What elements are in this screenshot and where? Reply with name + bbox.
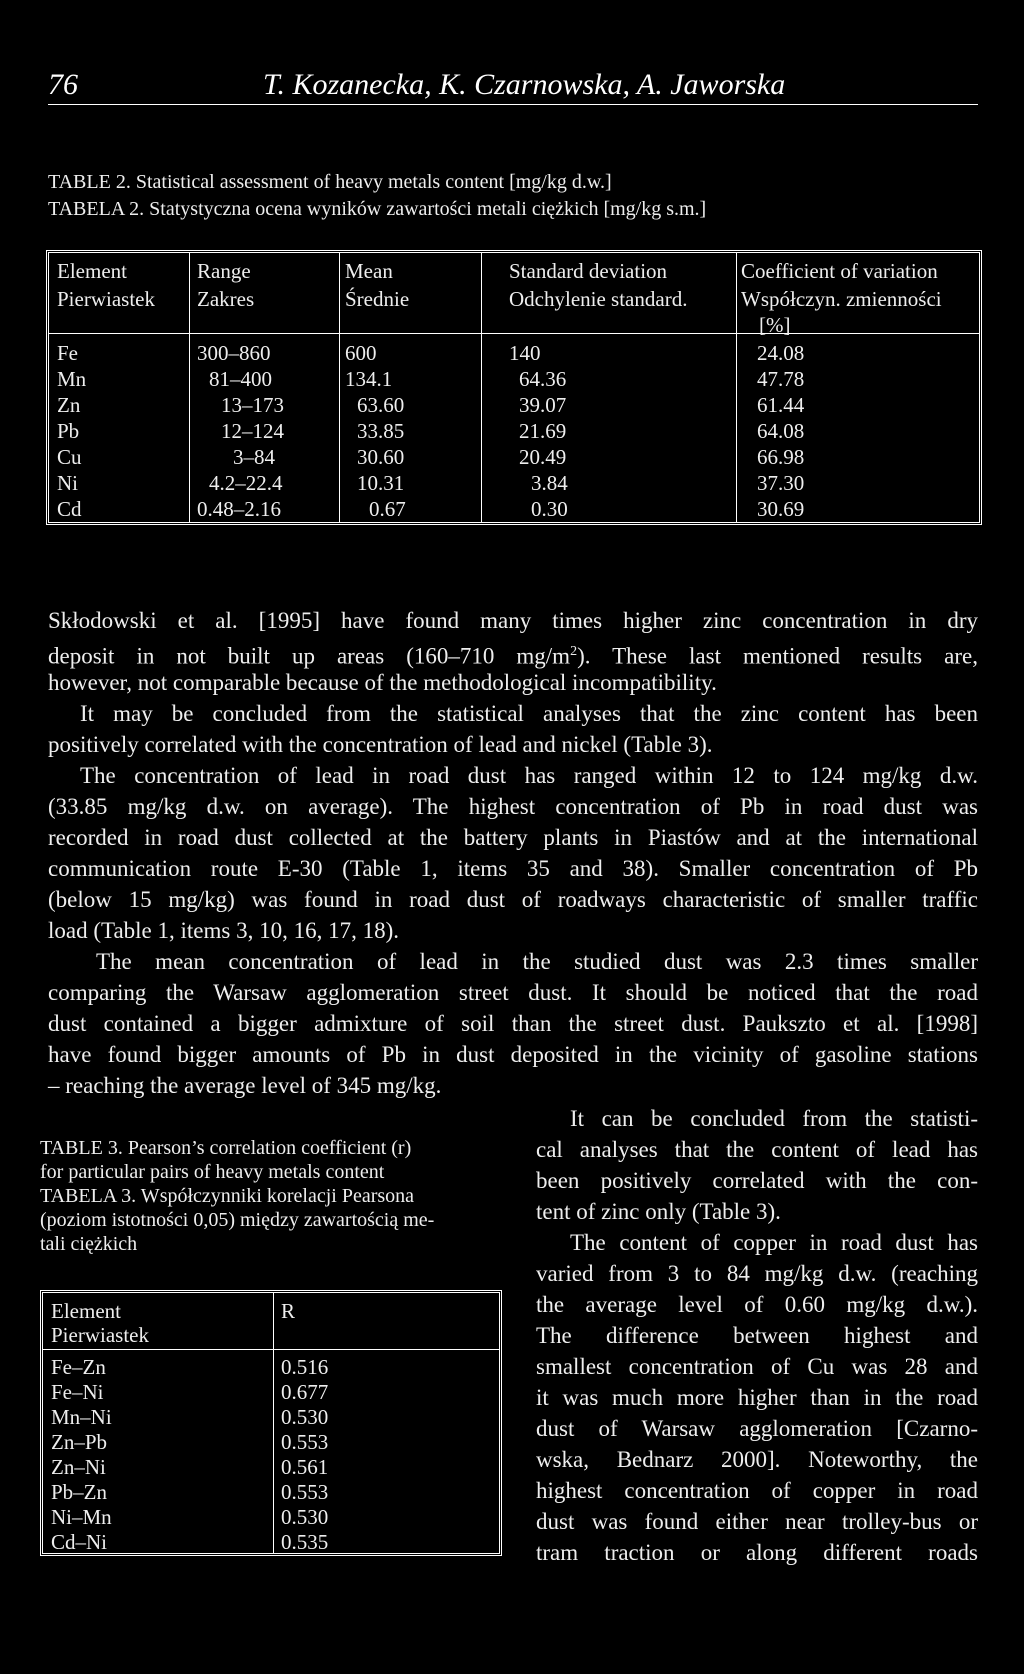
t2-cell: 64.36	[519, 367, 567, 391]
t2-header-cv-pl: Współczyn. zmienności	[741, 287, 942, 311]
right-line: It can be concluded from the statisti-	[570, 1106, 978, 1131]
t3-cell: 0.535	[281, 1530, 329, 1554]
superscript: 2	[570, 644, 578, 659]
p4-line2: comparing the Warsaw agglomeration street dust. It should be noticed that the road	[48, 980, 978, 1005]
table2-caption-en: TABLE 2. Statistical assessment of heavy metals content [mg/kg d.w.]	[48, 171, 612, 193]
t3-cell: Fe–Ni	[51, 1380, 104, 1404]
page-number: 76	[48, 68, 78, 101]
t2-cell: 4.2–22.4	[209, 471, 283, 495]
t2-cell: 600	[345, 341, 377, 365]
t2-header-sd-pl: Odchylenie standard.	[509, 287, 688, 311]
table3-caption-line: TABELA 3. Współczynniki korelacji Pearsona	[40, 1185, 415, 1207]
t2-cell: Pb	[57, 419, 80, 443]
running-header	[48, 62, 978, 105]
table3-caption-line: for particular pairs of heavy metals content	[40, 1161, 385, 1183]
table3-caption-line: tali ciężkich	[40, 1233, 138, 1255]
t3-header-r: R	[281, 1299, 296, 1323]
t2-header-element-pl: Pierwiastek	[57, 287, 155, 311]
t3-cell: 0.553	[281, 1480, 329, 1504]
p1-line3: however, not comparable because of the methodological incompatibility.	[48, 670, 717, 695]
t2-cell: 12–124	[221, 419, 284, 443]
t2-cell: Zn	[57, 393, 81, 417]
t3-cell: Zn–Pb	[51, 1430, 108, 1454]
t2-cell: 20.49	[519, 445, 567, 469]
t2-cell: 63.60	[357, 393, 405, 417]
t2-cell: 30.69	[757, 497, 805, 521]
t3-cell: Pb–Zn	[51, 1480, 108, 1504]
t3-cell: 0.561	[281, 1455, 329, 1479]
running-authors: T. Kozanecka, K. Czarnowska, A. Jaworska	[263, 68, 786, 101]
t2-header-sd: Standard deviation	[509, 259, 668, 283]
table2-caption-pl: TABELA 2. Statystyczna ocena wyników zawartości metali ciężkich [mg/kg s.m.]	[48, 198, 707, 220]
t2-header-cv-unit: [%]	[759, 313, 791, 337]
p3-line2: (33.85 mg/kg d.w. on average). The highest concentration of Pb in road dust was	[48, 794, 978, 819]
right-line: wska, Bednarz 2000]. Noteworthy, the	[536, 1447, 978, 1472]
p1-line2a: deposit in not built up areas (160–710 mg/m	[48, 643, 571, 669]
p1-line1: Skłodowski et al. [1995] have found many times higher zinc concentration in dry	[48, 608, 978, 633]
t2-cell: Cu	[57, 445, 82, 469]
t3-cell: Mn–Ni	[51, 1405, 112, 1429]
t2-header-cv: Coefficient of variation	[741, 259, 938, 283]
t2-cell: 134.1	[345, 367, 393, 391]
t2-cell: 37.30	[757, 471, 805, 495]
t3-cell: 0.530	[281, 1405, 329, 1429]
right-line: The difference between highest and	[536, 1323, 978, 1348]
t2-cell: 10.31	[357, 471, 405, 495]
right-line: highest concentration of copper in road	[536, 1478, 978, 1503]
t2-cell: 33.85	[357, 419, 405, 443]
t2-cell: 0.30	[531, 497, 568, 521]
t2-cell: 30.60	[357, 445, 405, 469]
p3-line5: (below 15 mg/kg) was found in road dust of roadways characteristic of smaller traffic	[48, 887, 978, 912]
t2-cell: 81–400	[209, 367, 272, 391]
right-line: smallest concentration of Cu was 28 and	[536, 1354, 978, 1379]
t2-cell: 24.08	[757, 341, 805, 365]
right-line: tent of zinc only (Table 3).	[536, 1199, 781, 1224]
t2-cell: 3.84	[531, 471, 568, 495]
table2	[46, 250, 982, 525]
table3-caption-line: (poziom istotności 0,05) między zawartością me-	[40, 1209, 435, 1231]
t3-cell: 0.530	[281, 1505, 329, 1529]
right-line: the average level of 0.60 mg/kg d.w.).	[536, 1292, 978, 1317]
t2-header-mean: Mean	[345, 259, 393, 283]
t2-cell: 140	[509, 341, 541, 365]
t2-cell: 47.78	[757, 367, 805, 391]
p4-line5: – reaching the average level of 345 mg/kg.	[48, 1073, 442, 1098]
t2-cell: 21.69	[519, 419, 567, 443]
right-line: been positively correlated with the con-	[536, 1168, 978, 1193]
t3-cell: Zn–Ni	[51, 1455, 106, 1479]
t2-cell: 300–860	[197, 341, 271, 365]
table3-caption-line: TABLE 3. Pearson’s correlation coefficient (r)	[40, 1137, 412, 1159]
t3-cell: Ni–Mn	[51, 1505, 112, 1529]
right-line: dust of Warsaw agglomeration [Czarno-	[536, 1416, 978, 1441]
right-line: varied from 3 to 84 mg/kg d.w. (reaching	[536, 1261, 978, 1286]
p3-line3: recorded in road dust collected at the battery plants in Piastów and at the international	[48, 825, 978, 850]
p1-line2b: ). These last mentioned results are,	[577, 643, 978, 669]
p4-line4: have found bigger amounts of Pb in dust deposited in the vicinity of gasoline stations	[48, 1042, 978, 1067]
t2-cell: Mn	[57, 367, 87, 391]
t3-header-element-pl: Pierwiastek	[51, 1323, 149, 1347]
t2-cell: 64.08	[757, 419, 805, 443]
t2-cell: 3–84	[233, 445, 275, 469]
p3-line4: communication route E-30 (Table 1, items 35 and 38). Smaller concentration of Pb	[48, 856, 978, 881]
right-line: cal analyses that the content of lead has	[536, 1137, 978, 1162]
t2-cell: 61.44	[757, 393, 805, 417]
right-line: tram traction or along different roads	[536, 1540, 978, 1565]
p2-line2: positively correlated with the concentration of lead and nickel (Table 3).	[48, 732, 713, 757]
t3-cell: 0.677	[281, 1380, 329, 1404]
right-line: it was much more higher than in the road	[536, 1385, 978, 1410]
t2-cell: 13–173	[221, 393, 284, 417]
right-line: The content of copper in road dust has	[570, 1230, 978, 1255]
table3	[40, 1290, 502, 1556]
p3-line6: load (Table 1, items 3, 10, 16, 17, 18).	[48, 918, 399, 943]
t2-cell: 66.98	[757, 445, 805, 469]
t3-cell: Cd–Ni	[51, 1530, 108, 1554]
t2-cell: Cd	[57, 497, 82, 521]
t2-cell: Ni	[57, 471, 78, 495]
right-line: dust was found either near trolley-bus or	[536, 1509, 978, 1534]
t3-cell: 0.553	[281, 1430, 329, 1454]
t2-header-mean-pl: Średnie	[345, 287, 410, 311]
t3-cell: Fe–Zn	[51, 1355, 106, 1379]
t2-cell: 39.07	[519, 393, 567, 417]
table3-caption	[40, 1136, 512, 1256]
t2-cell: 0.67	[369, 497, 406, 521]
p2-line1: It may be concluded from the statistical analyses that the zinc content has been	[80, 701, 978, 726]
p3-line1: The concentration of lead in road dust has ranged within 12 to 124 mg/kg d.w.	[80, 763, 978, 788]
t3-header-element: Element	[51, 1299, 121, 1323]
t2-header-range-pl: Zakres	[197, 287, 255, 311]
p4-line1: The mean concentration of lead in the studied dust was 2.3 times smaller	[96, 949, 978, 974]
t2-header-range: Range	[197, 259, 251, 283]
t2-cell: 0.48–2.16	[197, 497, 281, 521]
t2-cell: Fe	[57, 341, 78, 365]
t3-cell: 0.516	[281, 1355, 329, 1379]
p4-line3: dust contained a bigger admixture of soil than the street dust. Paukszto et al. [1998]	[48, 1011, 978, 1036]
t2-header-element: Element	[57, 259, 127, 283]
